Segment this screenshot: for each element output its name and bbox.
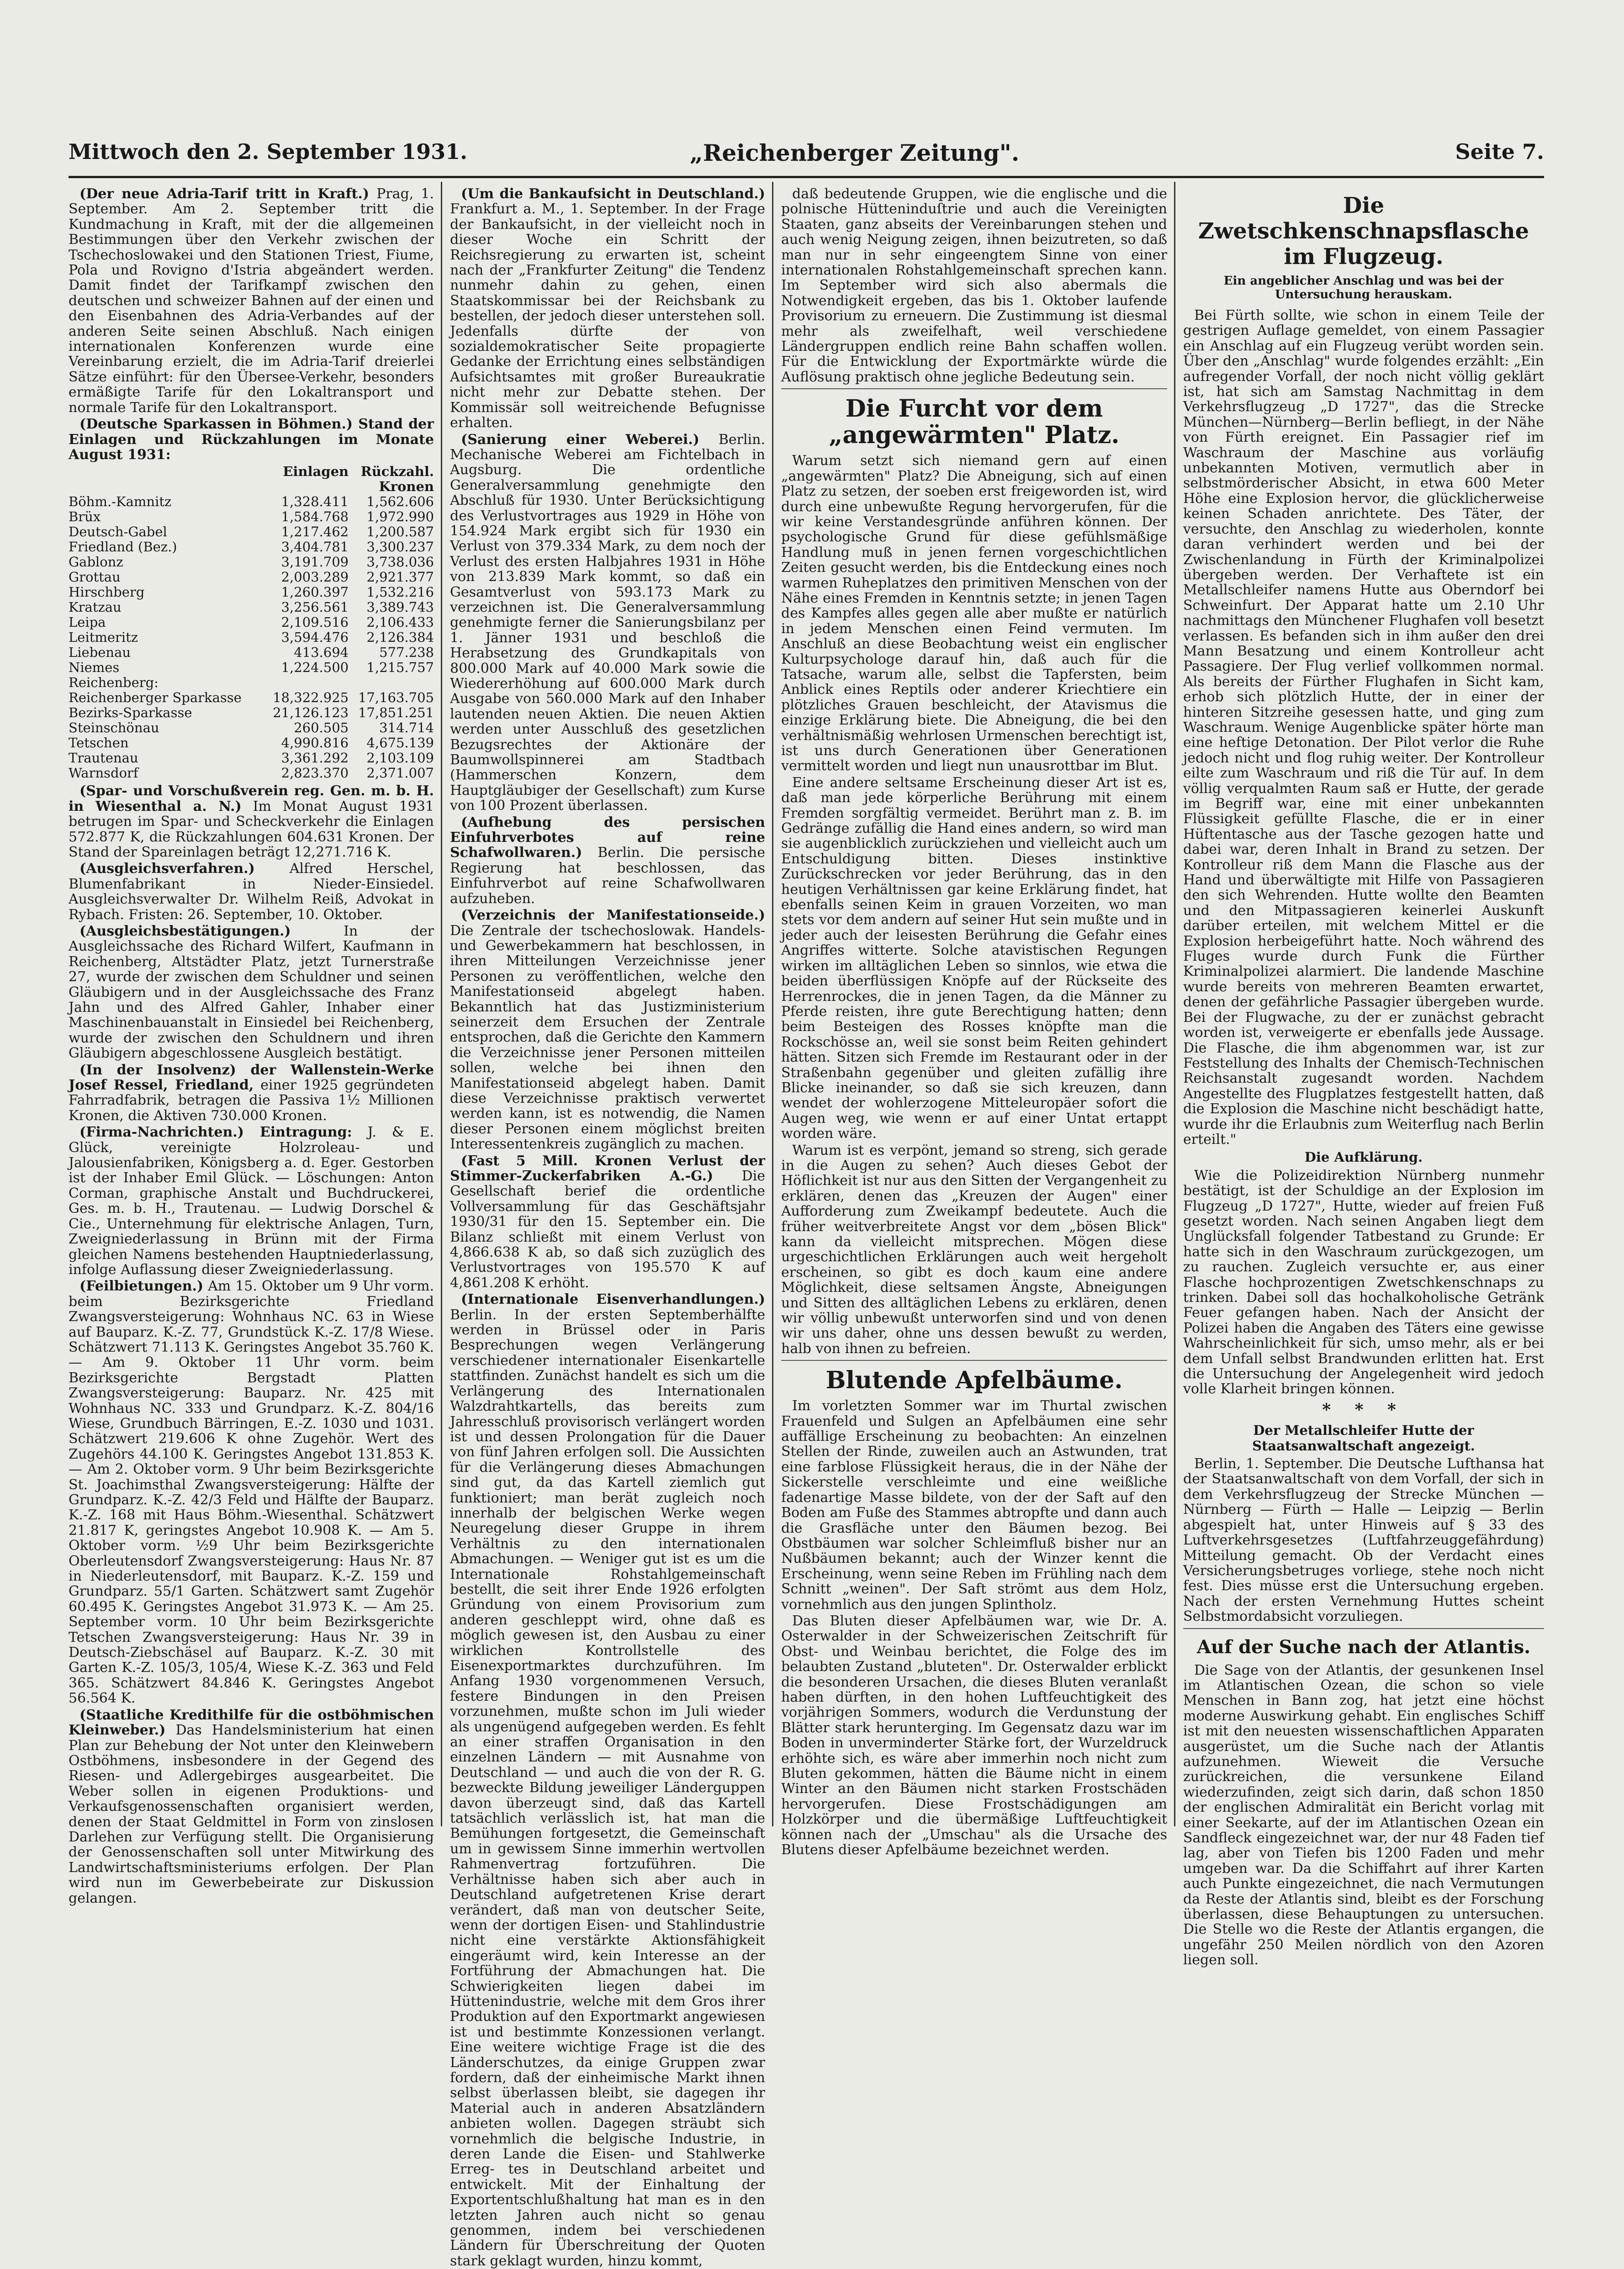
header-paper-name: „Reichenberger Zeitung". [690, 139, 1020, 166]
table-cell-value: 2,126.384 [366, 629, 434, 645]
divider [781, 1360, 1167, 1361]
article-lead: (Ausgleichsverfahren.) [79, 861, 255, 877]
article-lead: (Aufhebung des persischen Einfuhrverbotes auf reine Schafwollwaren.) [450, 814, 765, 861]
table-row [69, 524, 434, 539]
headline-atlantis: Auf der Suche nach der Atlantis. [1196, 1636, 1531, 1658]
table-row [69, 615, 434, 630]
table-cell-value: 1,200.587 [366, 524, 434, 540]
article-lead: (Ausgleichsbestätigungen.) [79, 923, 291, 939]
headline-furcht: Die Furcht vor dem „angewärmten" Platz. [829, 395, 1120, 450]
table-cell-value: 2,823.370 [281, 765, 349, 781]
table-row [69, 585, 434, 600]
table-cell-value: 4,990.816 [281, 735, 349, 751]
table-row [69, 660, 434, 675]
article-body: Das Handelsministerium hat einen Plan zur Behebung der Not unter den Kleinwebern Ostböhmens, insbesondere in der Gegend des Riesen- und Adlergebirges ausgearbeitet. Die Weber sollen in eigenen Produktions- und Verkaufsgenossenschaften organisiert werden, denen der Staat Geldmittel in Form von zinslosen Darlehen zur Verfügung stellt. Die Organisierung der Genossenschaften soll unter Mitwirkung des Landwirtschaftsministeriums erfolgen. Der Plan wird nun im Gewerbebeirate zur Diskussion gelangen. [69, 1722, 434, 1906]
table-cell-value: 3,389.743 [366, 599, 434, 615]
article-body: Warum setzt sich niemand gern auf einen „angewärmten" Platz? Die Abneigung, sich auf einen Platz zu setzen, der soeben erst freigeworden ist, wird durch eine unbewußte Regung hervorgerufen, für die wir keine Verstandesgründe anführen können. Der psychologische Grund für diese gefühlsmäßige Handlung muß in jenen fernen vorgeschichtlichen Zeiten gesucht werden, bis die Entdeckung eines noch warmen Ruheplatzes den primitiven Menschen von der Nähe eines Fremden in Kenntnis setzte; in jenen Tagen des Kampfes alles gegen alle aber mußte er natürlich in jedem Menschen einen Feind vermuten. Im Anschluß an diese Beobachtung weist ein englischer Kulturpsychologe darauf hin, daß auch für die Tatsache, warum alle, selbst die Tapfersten, beim Anblick eines Reptils oder anderer Kriechtiere ein plötzliches Grauen beschleicht, der Atavismus die einzige Erklärung biete. Die Abneigung, die bei den verhältnismäßig wehrlosen Urmenschen berechtigt ist, ist uns durch Generationen über Generationen vermittelt worden und liegt nun unausrottbar im Blut. [781, 453, 1167, 774]
article-adria-tarif [69, 186, 434, 415]
table-row [69, 720, 434, 735]
article-body: Die Sage von der Atlantis, der gesunkenen Insel im Atlantischen Ozean, die schon so viele Menschen in Bann zog, hat jetzt eine höchst moderne Auswirkung gehabt. Ein englisches Schiff ist mit den neuesten wissenschaftlichen Apparaten ausgerüstet, um die Suche nach der Atlantis aufzunehmen. Wieweit die Versuche zurückreichen, die versunkene Eiland wiederzufinden, zeigt sich darin, daß schon 1850 der englischen Admiralität ein Bericht vorlag mit einer Seekarte, auf der im Atlantischen Ozean ein Sandfleck eingezeichnet war, der nur 48 Faden tief lag, aber von Tiefen bis 1200 Faden und mehr umgeben war. Da die Schiffahrt auf ihrer Karten auch Punkte eingezeichnet, die nach Vermutungen da Reste der Atlantis sind, bleibt es der Forschung überlassen, diese Behauptungen zu untersuchen. Die Stelle wo die Reste der Atlantis ergangen, die ungefähr 250 Meilen nördlich von den Azoren liegen soll. [1183, 1662, 1544, 1968]
table-cell-value: 2,103.109 [366, 750, 434, 766]
article-lead: (Verzeichnis der Manifestationseide.) [461, 907, 765, 924]
article-body: Berlin, 1. September. Die Deutsche Lufthansa hat der Staatsanwaltschaft von dem Vorfall, der sich in dem Verkehrsflugzeug der Strecke München — Nürnberg — Fürth — Halle — Leipzig — Berlin abgespielt hat, unter Hinweis auf § 33 des Luftverkehrsgesetzes (Luftfahrzeuggefährdung) Mitteilung gemacht. Ob der Verdacht eines Versicherungsbetruges vorliege, stehe noch nicht fest. Dies müsse erst die Untersuchung ergeben. Nach der ersten Vernehmung Huttes scheint Selbstmordabsicht vorzuliegen. [1183, 1456, 1544, 1625]
column-divider [441, 182, 442, 1826]
table-cell-value: 3,738.036 [366, 554, 434, 570]
table-cell-value: 3,300.237 [366, 539, 434, 555]
table-cell-name: Deutsch-Gabel [69, 524, 167, 540]
table-cell-value: 1,972.990 [366, 509, 434, 525]
table-cell-value [349, 675, 434, 690]
article-lead: (Der neue Adria-Tarif tritt in Kraft.) [79, 186, 370, 202]
table-cell-value: 2,371.007 [366, 765, 434, 781]
article-lead: (In der Insolvenz) der Wallenstein-Werke Josef Ressel, Friedland, [69, 1062, 434, 1094]
header-date: Mittwoch den 2. September 1931. [69, 139, 468, 164]
article-manifestationseide [450, 908, 765, 1152]
headline-zwetschkenschnaps: Die Zwetschkenschnapsflasche im Flugzeug. [1198, 193, 1529, 270]
table-row [69, 645, 434, 660]
table-cell-value: 2,109.516 [281, 614, 349, 630]
header-page-number: Seite 7. [1455, 139, 1544, 164]
headline-apfelbaeume: Blutende Apfelbäume. [825, 1366, 1123, 1395]
table-row [69, 675, 434, 690]
table-cell-name: Böhm.-Kamnitz [69, 494, 172, 510]
table-cell-name: Grottau [69, 569, 121, 585]
divider [1183, 1628, 1544, 1629]
table-row [69, 509, 434, 524]
article-body: In der Ausgleichssache des Richard Wilfert, Kaufmann in Reichenberg, Altstädter Platz, jetzt Turnerstraße 27, wurde der zwischen dem Schuldner und seinen Gläubigern und in der Ausgleichssache des Franz Jahn und des Alfred Gahler, Inhaber einer Maschinenbauanstalt in Einsiedel bei Reichenberg, wurde der zwischen den Schuldnern und ihren Gläubigern abgeschlossene Ausgleich bestätigt. [69, 923, 434, 1062]
table-cell-name: Kratzau [69, 599, 122, 615]
article-body: Die Zentrale der tschechoslowak. Handels- und Gewerbekammern hat beschlossen, in ihren Mitteilungen Verzeichnisse jener Personen zu veröffentlichen, welche den Manifestationseid abgelegt haben. Bekanntlich hat das Justizministerium seinerzeit dem Ersuchen der Zentrale entsprochen, daß die Gerichte den Kammern die Verzeichnisse jener Personen mitteilen sollen, welche bei ihnen den Manifestationseid abgelegt haben. Damit diese Verzeichnisse praktisch verwertet werden kann, ist es notwendig, die Namen dieser Personen einem möglichst breiten Interessentenkreis zugänglich zu machen. [450, 922, 765, 1153]
sparkassen-table [69, 464, 434, 781]
section-stars: * * * [1322, 1400, 1405, 1419]
table-cell-name: Liebenau [69, 645, 131, 661]
header-rule [69, 176, 1544, 178]
article-ausgleichsbestaetigungen [69, 924, 434, 1061]
article-firma-nachrichten [69, 1125, 434, 1277]
table-row [69, 751, 434, 766]
table-cell-value: 1,215.757 [366, 660, 434, 676]
article-lead: (Fast 5 Mill. Kronen Verlust der Stimmer-Zuckerfabriken A.-G.) [450, 1153, 765, 1184]
article-sparverein [69, 783, 434, 860]
article-lead: (Sanierung einer Weberei.) [461, 431, 699, 448]
article-lead: (Internationale Eisenverhandlungen.) [461, 1291, 765, 1308]
article-feilbietungen [69, 1279, 434, 1706]
table-cell-name: Leitmeritz [69, 629, 138, 645]
table-cell-name: Steinschönau [69, 720, 159, 736]
table-cell-name: Reichenberger Sparkasse [69, 690, 242, 706]
article-lead: (Deutsche Sparkassen in Böhmen.) Stand der Einlagen und Rückzahlungen im Monate August 1931: [69, 416, 434, 463]
table-row [69, 555, 434, 570]
headline-dek: Ein angeblicher Anschlag und was bei der Untersuchung herauskam. [1223, 274, 1504, 301]
article-body: Im vorletzten Sommer war im Thurtal zwischen Frauenfeld und Sulgen an Apfelbäumen eine sehr auffällige Erscheinung zu beobachten: An einzelnen Stellen der Rinde, zuweilen auch an Astwunden, trat eine farblose Flüssigkeit heraus, die in der Nähe der Sickerstelle verschleimte und eine weißliche fadenartige Masse bildete, von der der Saft auf den Boden am Fuße des Stammes abtropfte und dann auch die Grasfläche unter den Bäumen bezog. Bei Obstbäumen war solcher Schleimfluß bisher nur an Nußbäumen bekannt; auch der Winzer kennt die Erscheinung, wenn seine Reben im Frühling nach dem Schnitt „weinen". Der Saft strömt aus dem Holz, vornehmlich aus den jungen Splintholz. [781, 1398, 1167, 1613]
column-header: Einlagen [283, 464, 349, 480]
table-cell-name: Hirschberg [69, 584, 145, 600]
article-body: Bei Fürth sollte, wie schon in einem Teile der gestrigen Auflage gemeldet, von einem Passagier ein Anschlag auf ein Flugzeug verübt worden sein. Über den „Anschlag" wurde folgendes erzählt: „Ein aufregender Vorfall, der noch nicht völlig geklärt ist, hat sich am Samstag Nachmittag in dem Verkehrsflugzeug „D 1727", das die Strecke München—Nürnberg—Berlin befliegt, in der Nähe von Fürth ereignet. Ein Passagier rief im Waschraum der Maschine aus vorläufig unbekannten Motiven, vermutlich aber in selbstmörderischer Absicht, in etwa 600 Meter Höhe eine Explosion hervor, die glücklicherweise keinen Schaden anrichtete. Des Täter, der versuchte, den Anschlag zu wiederholen, konnte daran verhindert werden und bei der Zwischenlandung in Fürth der Kriminalpolizei übergeben werden. Der Verhaftete ist ein Metallschleifer namens Hutte aus Oberndorf bei Schweinfurt. Der Apparat hatte um 2.10 Uhr nachmittags den Münchener Flughafen voll besetzt verlassen. Es befanden sich in ihm außer den drei Mann Besatzung und einem Kontrolleur acht Passagiere. Der Flug verlief vollkommen normal. Als bereits der Fürther Flughafen in Sicht kam, erhob sich plötzlich Hutte, der in einer der hinteren Sitzreihe gesessen hatte, und ging zum Waschraum. Wenige Augenblicke später hörte man eine heftige Detonation. Der Pilot verlor die Ruhe jedoch nicht und flog ruhig weiter. Der Kontrolleur eilte zum Waschraum und riß die Tür auf. In dem völlig verqualmten Raum saß er Hutte, der gerade im Begriff war, eine mit einer unbekannten Flüssigkeit gefüllte Flasche, die er in einer Hüftentasche aus der Tasche gezogen hatte und dabei war, deren Inhalt in Brand zu setzen. Der Kontrolleur riß dem Mann die Flasche aus der Hand und überwältigte mit Hilfe von Passagieren den sich Wehrenden. Hutte wollte den Beamten und den Mitpassagieren keinerlei Auskunft darüber erteilen, mit welchem Mittel er die Explosion herbeigeführt hatte. Noch während des Fluges wurde durch Funk die Fürther Kriminalpolizei alarmiert. Die landende Maschine wurde bereits von mehreren Beamten erwartet, denen der gefährliche Passagier übergeben wurde. Bei der Flugwache, zu der er zunächst gebracht worden ist, verweigerte er ebenfalls jede Aussage. Die Flasche, die ihm abgenommen war, ist zur Feststellung des Inhalts der Chemisch-Technischen Reichsanstalt zugesandt worden. Nachdem Angestellte des Flugplatzes festgestellt hatten, daß die Explosion die Maschine nicht beschädigt hatte, wurde ihr die Erlaubnis zum Weiterflug nach Berlin erteilt." [1183, 307, 1544, 1148]
table-row [69, 630, 434, 645]
table-cell-value: 1,562.606 [366, 494, 434, 510]
table-row [69, 766, 434, 781]
table-cell-value: 3,404.781 [281, 539, 349, 555]
table-cell-value: 1,328.411 [281, 494, 349, 510]
article-insolvenz [69, 1063, 434, 1124]
table-cell-value: 1,260.397 [281, 584, 349, 600]
table-cell-value: 260.505 [294, 720, 349, 736]
column-1 [69, 186, 434, 1906]
article-lead: (Spar- und Vorschußverein reg. Gen. m. b. H. in Wiesenthal a. N.) [69, 783, 434, 815]
article-body: Im Monat August 1931 betrugen im Spar- und Scheckverkehr die Einlagen 572.877 K, die Rückzahlungen 604.631 Kronen. Der Stand der Spareinlagen beträgt 12,271.716 K. [69, 798, 434, 860]
table-cell-value: 1,532.216 [366, 584, 434, 600]
article-body: Alfred Herschel, Blumenfabrikant in Nieder-Einsiedel. Ausgleichsverwalter Dr. Wilhelm Reiß, Advokat in Rybach. Fristen: 26. September, 10. Oktober. [69, 861, 434, 923]
table-cell-value: 413.694 [294, 645, 349, 661]
column-header: Rückzahl. [360, 464, 434, 480]
table-cell-name: Trautenau [69, 750, 138, 766]
table-cell-value: 3,594.476 [281, 629, 349, 645]
table-cell-name: Reichenberg: [69, 675, 159, 691]
table-row [69, 600, 434, 615]
table-cell-name: Tetschen [69, 735, 129, 751]
table-cell-value: 3,191.709 [281, 554, 349, 570]
table-cell-name: Gablonz [69, 554, 123, 570]
unit-label: Kronen [379, 479, 434, 495]
article-lead: (Feilbietungen.) [79, 1278, 204, 1295]
column-2 [450, 186, 765, 2269]
table-cell-name: Brüx [69, 509, 101, 525]
article-lead: (Um die Bankaufsicht in Deutschland.) [461, 186, 765, 202]
table-cell-name: Bezirks-Sparkasse [69, 705, 192, 721]
table-cell-value: 17,851.251 [358, 705, 434, 721]
table-row [69, 570, 434, 585]
page-bottom-margin [69, 1873, 1544, 2248]
article-body: Eine andere seltsame Erscheinung dieser Art ist es, daß man jede körperliche Berührung mit einem Fremden sorgfältig vermeidet. Berührt man z. B. im Gedränge zufällig die Hand eines andern, so wird man sie augenblicklich zurückziehen und vielleicht auch um Entschuldigung bitten. Dieses instinktive Zurückschrecken vor jeder Berührung, das in den heutigen Verhältnissen gar keine Erklärung findet, hat ebenfalls seinen Keim in grauen Vorzeiten, wo man stets vor dem andern auf seiner Hut sein mußte und in jeder auch der leisesten Berührung die Gefahr eines Angriffes witterte. Solche atavistischen Regungen wirken im alltäglichen Leben so sinnlos, wie etwa die beiden überflüssigen Knöpfe auf der Rückseite des Herrenrockes, die in jenen Tagen, da die Männer zu Pferde reisten, ihre gute Berechtigung hatten; denn beim Besteigen des Rosses knöpfte man die Rockschösse an, weil sie sonst beim Reiten gehindert hätten. Sitzen sich Fremde im Restaurant oder in der Straßenbahn gegenüber und gleiten zufällig ihre Blicke ineinander, so daß sie sich kreuzen, dann wendet der wohlerzogene Mitteleuropäer sofort die Augen weg, wie wenn er auf einer Untat ertappt worden wäre. [781, 774, 1167, 1142]
article-body: Wie die Polizeidirektion Nürnberg nunmehr bestätigt, ist der Schuldige an der Explosion im Flugzeug „D 1727", Hutte, wieder auf freien Fuß gesetzt worden. Nach seinen Angaben liegt dem Unglücksfall folgender Tatbestand zu Grunde: Er hatte sich in den Waschraum zurückgezogen, um zu rauchen. Zugleich versuchte er, aus einer Flasche hochprozentigen Zwetschkenschnaps zu trinken. Dabei soll das hochalkoholische Getränk Feuer gefangen haben. Nach der Ansicht der Polizei haben die Angaben des Täters eine gewisse Wahrscheinlichkeit für sich, umso mehr, als er bei dem Unfall selbst Brandwunden erlitten hat. Erst die Untersuchung der Angelegenheit wird jedoch volle Klarheit bringen können. [1183, 1167, 1544, 1397]
article-bankaufsicht [450, 186, 765, 431]
table-row [69, 539, 434, 555]
column-3 [781, 186, 1167, 1867]
table-cell-name: Warnsdorf [69, 765, 138, 781]
article-body: Berlin. Die persische Regierung hat beschlossen, das Einfuhrverbot auf reine Schafwollwaren aufzuheben. [450, 845, 765, 907]
article-body: Am 15. Oktober um 9 Uhr vorm. beim Bezirksgerichte Friedland Zwangsversteigerung: Wohnhaus NC. 63 in Wiese auf Bauparz. K.-Z. 77, Grundstück K.-Z. 17/8 Wiese. Schätzwert 71.113 K. Geringstes Angebot 35.760 K. — Am 9. Oktober 11 Uhr vorm. beim Bezirksgerichte Bergstadt Platten Zwangsversteigerung: Bauparz. Nr. 425 mit Wohnhaus NC. 333 und Grundparz. K.-Z. 804/16 Wiese, Grundbuch Bärringen, E.-Z. 1030 und 1031. Schätzwert 219.606 K ohne Zugehör. Wert des Zugehörs 44.100 K. Geringstes Angebot 131.853 K. — Am 2. Oktober vorm. 9 Uhr beim Bezirksgerichte St. Joachimsthal Zwangsversteigerung: Hälfte der Grundparz. K.-Z. 42/3 Feld und Hälfte der Bauparz. K.-Z. 168 mit Haus Böhm.-Wiesenthal. Schätzwert 21.817 K, geringstes Angebot 10.908 K. — Am 5. Oktober vorm. ½9 Uhr beim Bezirksgerichte Oberleutensdorf Zwangsversteigerung: Haus Nr. 87 in Niederleutensdorf, mit Bauparz. K.-Z. 159 und Grundparz. 55/1 Garten. Schätzwert samt Zugehör 60.495 K. Geringstes Angebot 31.973 K. — Am 25. September vorm. 10 Uhr beim Bezirksgerichte Tetschen Zwangsversteigerung: Haus Nr. 39 in Deutsch-Ziebschäsel auf Bauparz. K.-Z. 30 mit Garten K.-Z. 105/3, 105/4, Wiese K.-Z. 363 und Feld 365. Schätzwert 84.846 K. Geringstes Angebot 56.564 K. [69, 1278, 434, 1707]
table-cell-value: 314.714 [379, 720, 434, 736]
table-cell-value: 1,584.768 [281, 509, 349, 525]
article-body: Die Gesellschaft berief die ordentliche Vollversammlung für das Geschäftsjahr 1930/31 für den 15. September ein. Die Bilanz schließt mit einem Verlust von 4,866.638 K ab, so daß sich zuzüglich des Verlustvortrages von 195.570 K auf 4,861.208 K erhöht. [450, 1168, 765, 1291]
table-cell-value: 577.238 [379, 645, 434, 661]
article-lead: (Firma-Nachrichten.) Eintragung: [79, 1124, 352, 1141]
table-row [69, 705, 434, 720]
article-lead: (Staatliche Kredithilfe für die ostböhmischen Kleinweber.) [69, 1707, 434, 1739]
table-cell-value: 2,106.433 [366, 614, 434, 630]
table-cell-value: 17,163.705 [358, 690, 434, 706]
article-sparkassen [69, 417, 434, 462]
article-body: Warum ist es verpönt, jemand so streng, sich gerade in die Augen zu sehen? Auch dieses Gebot der Höflichkeit ist nur aus den Sitten der Vergangenheit zu erklären, denen das „Kreuzen der Augen" einer Aufforderung zum Zweikampf bedeutete. Auch die früher weitverbreitete Angst vor dem „bösen Blick" kann da vielleicht mitsprechen. Mögen diese urgeschichtlichen Erklärungen auch weit hergeholt erscheinen, so gibt es doch kaum eine andere Möglichkeit, diese seltsamen Ängste, Abneigungen und Sitten des alltäglichen Lebens zu erklären, denen wir völlig unbewußt unterworfen sind und von denen wir uns daher, ohne uns dessen bewußt zu werden, halb von ihnen zu befreien. [781, 1142, 1167, 1357]
article-continuation: daß bedeutende Gruppen, wie die englische und die polnische Hütteninduſtrie und auch die Vereinigten Staaten, ganz abseits der Vereinbarungen stehen und auch wenig Neigung zeigen, ihnen beizutreten, so daß man nur in sehr eingeengtem Sinne von einer internationalen Rohstahlgemeinschaft sprechen kann. Im September wird sich also abermals die Notwendigkeit ergeben, das bis 1. Oktober laufende Provisorium zu erneuern. Die Zustimmung ist diesmal mehr als zweifelhaft, weil verschiedene Ländergruppen endlich reine Bahn schaffen wollen. Für die Entwicklung der Exportmärkte würde die Auflösung praktisch ohne jegliche Bedeutung sein. [781, 186, 1167, 385]
article-body: Berlin. Mechanische Weberei am Fichtelbach in Augsburg. Die ordentliche Generalversammlung genehmigte den Abschluß für 1930. Unter Berücksichtigung des Verlustvortrages aus 1929 in Höhe von 154.924 Mark ergibt sich für 1930 ein Verlust von 379.334 Mark, zu dem noch der Verlust des ersten Halbjahres 1931 in Höhe von 213.839 Mark kommt, so daß ein Gesamtverlust von 593.173 Mark zu verzeichnen ist. Die Generalversammlung genehmigte ferner die Sanierungsbilanz per 1. Jänner 1931 und beschloß die Herabsetzung des Grundkapitals von 800.000 Mark auf 40.000 Mark sowie die Wiedererhöhung auf 600.000 Mark durch Ausgabe von 560.000 Mark auf den Inhaber lautenden neuen Aktien. Die neuen Aktien werden unter Ausschluß des gesetzlichen Bezugsrechtes der Aktionäre der Baumwollspinnerei am Stadtbach (Hammerschen Konzern, dem Hauptgläubiger der Gesellschaft) zum Kurse von 100 Prozent überlassen. [450, 431, 765, 814]
table-cell-name: Leipa [69, 614, 106, 630]
table-cell-name: Niemes [69, 660, 120, 676]
page-header [69, 139, 1544, 171]
table-cell-value: 2,003.289 [281, 569, 349, 585]
article-body: Berlin. In der ersten Septemberhälfte werden in Brüssel oder in Paris Besprechungen wegen Verlängerung verschiedener internationaler Eisenkartelle stattfinden. Zunächst handelt es sich um die Verlängerung des Internationalen Walzdrahtkartells, das bereits zum Jahresschluß provisorisch verlängert worden ist und dessen Prolongation für die Dauer von fünf Jahren erfolgen soll. Die Aussichten für die Verlängerung dieses Abmachungen sind gut, da das Kartell ziemlich gut funktioniert; man berät zugleich noch innerhalb der belgischen Werke wegen Neuregelung dieser Gruppe in ihrem Verhältnis zu den internationalen Abmachungen. — Weniger gut ist es um die Internationale Rohstahlgemeinschaft bestellt, die seit ihrer Ende 1926 erfolgten Gründung von einem Provisorium zum anderen geschleppt wird, ohne daß es möglich gewesen ist, den Ausbau zu einer wirklichen Kontrollstelle des Eisenexportmarktes durchzuführen. Im Anfang 1930 vorgenommenen Versuch, festere Bindungen in den Preisen vorzunehmen, mußte schon im Juli wieder als ungenügend aufgegeben werden. Es fehlt an einer straffen Organisation in den einzelnen Ländern — mit Ausnahme von Deutschland — und auch die von der R. G. bezweckte Bildung jeweiliger Länderguppen davon überzeugt sind, daß das Kartell tatsächlich verlässlich ist, hat man die Bemühungen fortgesetzt, die Gemeinschaft um in gewissem Sinne immerhin wertvollen Rahmenvertrag fortzuführen. Die Verhältnisse haben sich aber auch in Deutschland aufgetretenen Krise derart verändert, daß man von deutscher Seite, wenn der dortigen Eisen- und Stahlindustrie nicht eine verstärkte Aktionsfähigkeit eingeräumt wird, kein Interesse an der Fortführung der Abmachungen hat. Die Schwierigkeiten liegen dabei im Hüttenindustrie, welche mit dem Gros ihrer Produktion auf den Exportmarkt angewiesen ist und bestimmte Konzessionen verlangt. Eine weitere wichtige Frage ist die des Länderschutzes, da einige Gruppen zwar fordern, daß der einheimische Markt ihnen selbst überlassen bleibt, sie dagegen ihr Material auch in anderen Absatzländern anbieten wollen. Dagegen sträubt sich vornehmlich die belgische Industrie, in deren Lande die Eisen- und Stahlwerke Erreg- tes in Deutschland arbeitet und entwickelt. Mit der Einhaltung der Exportentschlußhaltung hat man es in den letzten Jahren auch nicht so genau genommen, indem bei verschiedenen Ländern für Überschreitung der Quoten stark geklagt wurden, hinzu kommt, [450, 1306, 765, 2269]
article-body: Frankfurt a. M., 1. September. In der Frage der Bankaufsicht, in der vielleicht noch in dieser Woche ein Schritt der Reichsregierung zu erwarten ist, scheint nach der „Frankfurter Zeitung" die Tendenz nunmehr dahin zu gehen, einen Staatskommissar bei der Reichsbank zu bestellen, der jedoch dieser unterstehen soll. Jedenfalls dürfte der von sozialdemokratischer Seite propagierte Gedanke der Errichtung eines selbständigen Aufsichtsamtes mit großer Bureaukratie nicht mehr zur Debatte stehen. Der Kommissär soll weitreichende Befugnisse erhalten. [450, 201, 765, 431]
table-cell-value: 4,675.139 [366, 735, 434, 751]
column-4 [1183, 186, 1544, 1968]
article-ausgleichsverfahren [69, 861, 434, 922]
subheading-aufklaerung: Die Aufklärung. [1304, 1149, 1423, 1165]
article-body: Das Bluten dieser Apfelbäumen war, wie Dr. A. Osterwalder in der Schweizerischen Zeitschrift für Obst- und Weinbau berichtet, die Folge des im belaubten Zustand „bluteten". Dr. Osterwalder erblickt die besonderen Ursachen, die dieses Bluten veranlaßt haben dürften, in den hohen Luftfeuchtigkeit des vorjährigen Sommers, wodurch die Verdunstung der Blätter stark herunterging. Im Gegensatz dazu war im Boden in unverminderter Stärke fort, der Wurzeldruck erhöhte sich, es wäre aber immerhin noch nicht zum Bluten gekommen, hätten die Bäume nicht in einem Winter an den Bäumen nicht starken Frostschäden hervorgerufen. Diese Frostschädigungen am Holzkörper und die übermäßige Luftfeuchtigkeit können nach der „Umschau" als die Ursache des Blutens dieser Apfelbäume bezeichnet werden. [781, 1613, 1167, 1858]
table-cell-name: Friedland (Bez.) [69, 539, 177, 555]
table-cell-value: 21,126.123 [273, 705, 349, 721]
table-cell-value: 3,361.292 [281, 750, 349, 766]
article-body: einer 1925 gegründeten Fahrradfabrik, betragen die Passiva 1½ Millionen Kronen, die Aktiven 730.000 Kronen. [69, 1077, 434, 1124]
table-cell-value: 1,217.462 [281, 524, 349, 540]
divider [781, 388, 1167, 389]
column-divider [772, 182, 773, 1826]
table-cell-value: 2,921.377 [366, 569, 434, 585]
table-cell-value [263, 675, 349, 690]
article-zuckerfabriken [450, 1153, 765, 1291]
article-body: J. & E. Glück, vereinigte Holzroleau- und Jalousienfabriken, Königsberg a. d. Eger. Gestorben ist der Inhaber Emil Glück. — Löschungen: Anton Corman, graphische Anstalt und Buchdruckerei, Ges. m. b. H., Trautenau. — Ludwig Dorschel & Cie., Unternehmung für elektrische Anlagen, Turn, Zweigniederlassung in Brünn mit der Firma gleichen Namens bestehenden Hauptniederlassung, infolge Auflassung dieser Zweigniederlassung. [69, 1124, 434, 1278]
table-row [69, 735, 434, 751]
table-cell-value: 1,224.500 [281, 660, 349, 676]
subheading-staatsanwaltschaft: Der Metallschleifer Hutte der Staatsanwaltschaft angezeigt. [1252, 1423, 1475, 1454]
table-cell-value: 3,256.561 [281, 599, 349, 615]
table-cell-value: 18,322.925 [273, 690, 349, 706]
table-row [69, 690, 434, 705]
article-body: Prag, 1. September. Am 2. September tritt die Kundmachung in Kraft, mit der die allgemeinen Bestimmungen über den Verkehr zwischen der Tschechoslowakei und den Stationen Triest, Fiume, Pola und Rovigno d'Istria abgeändert werden. Damit findet der Tarifkampf zwischen den deutschen und schweizer Bahnen auf der einen und den Eisenbahnen des Adria-Verbandes auf der anderen Seite seinen Abschluß. Nach einigen internationalen Konferenzen wurde eine Vereinbarung erzielt, die im Adria-Tarif dreierlei Sätze einführt: für den Übersee-Verkehr, besonders ermäßigte Tarife für den Lokaltransport und normale Tarife für den Lokaltransport. [69, 186, 434, 416]
article-weberei [450, 432, 765, 814]
article-persien [450, 815, 765, 906]
column-divider [1174, 182, 1175, 1826]
table-row [69, 494, 434, 509]
